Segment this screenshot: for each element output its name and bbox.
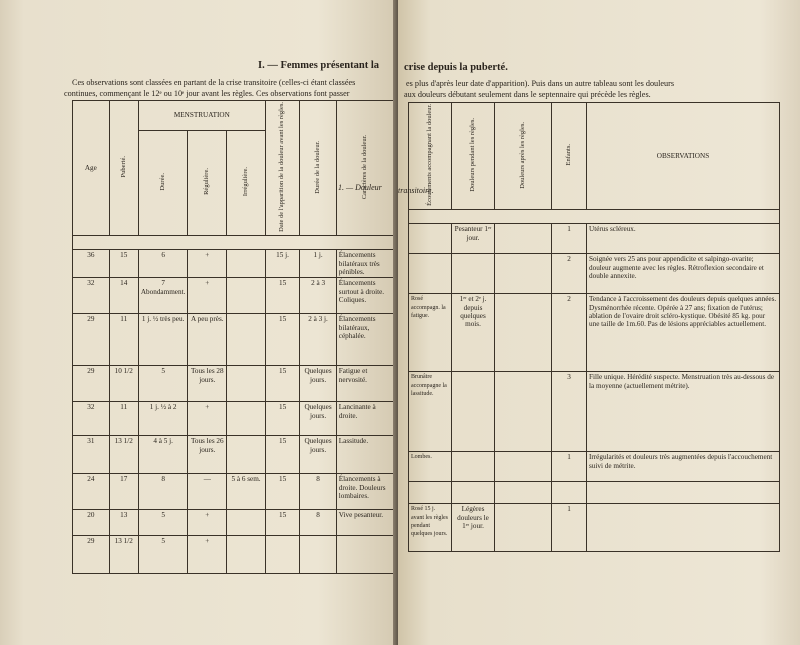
cell-regul: + xyxy=(188,510,227,536)
cell-pendant: 1ᵉʳ et 2ᵉ j. depuis quelques mois. xyxy=(452,294,495,372)
cell-enfants: 1 xyxy=(552,504,587,552)
cell-duree: 1 j. ½ très peu. xyxy=(138,314,188,366)
page-title: I. — Femmes présentant la xyxy=(258,60,380,71)
cell-obs: Tendance à l'accroissement des douleurs depuis quelques années. Dysménorrhée récente. Opérée à 27 ans; fixation de l'utérus; ablation de l'ovaire droit scléro-kystique. Obésité 85 kg. pour une taille de 1m.60. Pas de lésions appréciables actuellement. xyxy=(587,294,780,372)
header-pendant: Douleurs pendant les règles. xyxy=(452,103,495,210)
cell-ecoul: Rosé accompagn. la fatigue. xyxy=(409,294,452,372)
cell-car: Lancinante à droite. xyxy=(336,402,393,436)
cell-date: 15 xyxy=(265,474,299,510)
cell-car: Élancements surtout à droite. Coliques. xyxy=(336,278,393,314)
cell-age: 24 xyxy=(73,474,110,510)
table-row xyxy=(409,372,780,452)
cell-irreg xyxy=(227,314,266,366)
cell-car: Fatigue et nervosité. xyxy=(336,366,393,402)
cell-apres xyxy=(495,254,552,294)
cell-date: 15 xyxy=(265,510,299,536)
cell-irreg xyxy=(227,536,266,574)
left-page xyxy=(0,0,398,645)
header-menstruation: MENSTRUATION xyxy=(138,101,265,131)
cell-regul: Tous les 26 jours. xyxy=(188,436,227,474)
cell-age: 29 xyxy=(73,314,110,366)
cell-duree: 5 xyxy=(138,536,188,574)
cell-obs: Soignée vers 25 ans pour appendicite et salpingo-ovarite; douleur augmente avec les règles. Rétroflexion secondaire et double annexite. xyxy=(587,254,780,294)
cell-regul: + xyxy=(188,278,227,314)
cell-puberte: 13 1/2 xyxy=(109,436,138,474)
header-apres: Douleurs après les règles. xyxy=(495,103,552,210)
cell-enfants: 2 xyxy=(552,254,587,294)
cell-puberte: 15 xyxy=(109,250,138,278)
table-row xyxy=(409,224,780,254)
section-label-right: transitoire. xyxy=(398,186,434,195)
cell-dd: Quelques jours. xyxy=(300,366,336,402)
cell-ecoul: Rosé 15 j. avant les règles pendant quelques jours. xyxy=(409,504,452,552)
header-enfants: Enfants. xyxy=(552,103,587,210)
cell-age: 36 xyxy=(73,250,110,278)
cell-irreg xyxy=(227,250,266,278)
cell-regul: Tous les 28 jours. xyxy=(188,366,227,402)
intro-line-2: continues, commençant le 12ᵉ ou 10ᵉ jour avant les règles. Ces observations font passer xyxy=(64,89,350,98)
table-row xyxy=(73,250,394,278)
cell-puberte: 14 xyxy=(109,278,138,314)
cell-pendant xyxy=(452,452,495,482)
cell-regul: + xyxy=(188,536,227,574)
cell-ecoul: Lombes. xyxy=(409,452,452,482)
header-ecoulements: Écoulements accompagnant la douleur. xyxy=(409,103,452,210)
cell-date: 15 xyxy=(265,314,299,366)
table-row xyxy=(409,482,780,504)
cell-apres xyxy=(495,372,552,452)
cell-obs: Fille unique. Hérédité suspecte. Menstruation très au-dessous de la moyenne (actuellement métrite). xyxy=(587,372,780,452)
cell-irreg xyxy=(227,366,266,402)
cell-ecoul: Brunâtre accompagne la lassitude. xyxy=(409,372,452,452)
cell-irreg xyxy=(227,510,266,536)
cell-apres xyxy=(495,224,552,254)
cell-car xyxy=(336,536,393,574)
cell-apres xyxy=(495,452,552,482)
cell-dd: Quelques jours. xyxy=(300,436,336,474)
cell-duree: 7 Abondamment. xyxy=(138,278,188,314)
cell-puberte: 17 xyxy=(109,474,138,510)
cell-ecoul xyxy=(409,254,452,294)
table-row xyxy=(73,402,394,436)
cell-enfants xyxy=(552,482,587,504)
cell-car: Élancements à droite. Douleurs lombaires. xyxy=(336,474,393,510)
cell-duree: 1 j. ½ à 2 xyxy=(138,402,188,436)
cell-pendant xyxy=(452,482,495,504)
header-age: Age xyxy=(73,101,110,236)
cell-irreg xyxy=(227,402,266,436)
table-row xyxy=(73,436,394,474)
cell-regul: + xyxy=(188,402,227,436)
cell-enfants: 1 xyxy=(552,452,587,482)
cell-pendant: Légères douleurs le 1ᵉʳ jour. xyxy=(452,504,495,552)
cell-regul: — xyxy=(188,474,227,510)
cell-apres xyxy=(495,504,552,552)
cell-apres xyxy=(495,482,552,504)
header-caracteres: Caractères de la douleur. xyxy=(336,101,393,236)
cell-pendant xyxy=(452,254,495,294)
header-irreguliere: Irrégulière. xyxy=(227,130,266,236)
right-page xyxy=(398,0,800,645)
cell-obs xyxy=(587,482,780,504)
section-label: 1. — Douleur xyxy=(338,183,382,192)
cell-car: Lassitude. xyxy=(336,436,393,474)
cell-dd: 2 à 3 j. xyxy=(300,314,336,366)
cell-irreg xyxy=(227,278,266,314)
header-observations: OBSERVATIONS xyxy=(587,103,780,210)
cell-duree: 5 xyxy=(138,366,188,402)
table-row xyxy=(73,278,394,314)
cell-obs: Irrégularités et douleurs très augmentées depuis l'accouchement suivi de métrite. xyxy=(587,452,780,482)
cell-regul: A peu près. xyxy=(188,314,227,366)
cell-age: 29 xyxy=(73,536,110,574)
cell-duree: 6 xyxy=(138,250,188,278)
cell-date: 15 j. xyxy=(265,250,299,278)
intro-line-2-right: aux douleurs débutant seulement dans le septennaire qui précède les règles. xyxy=(404,90,651,99)
cell-ecoul xyxy=(409,482,452,504)
cell-dd: Quelques jours. xyxy=(300,402,336,436)
cell-date: 15 xyxy=(265,366,299,402)
page-title-continued: crise depuis la puberté. xyxy=(404,62,508,73)
cell-dd: 1 j. xyxy=(300,250,336,278)
cell-obs xyxy=(587,504,780,552)
cell-dd xyxy=(300,536,336,574)
table-row xyxy=(409,294,780,372)
table-row xyxy=(73,536,394,574)
cell-dd: 8 xyxy=(300,474,336,510)
cell-regul: + xyxy=(188,250,227,278)
cell-duree: 5 xyxy=(138,510,188,536)
cell-age: 20 xyxy=(73,510,110,536)
cell-pendant: Pesanteur 1ᵉʳ jour. xyxy=(452,224,495,254)
cell-date: 15 xyxy=(265,278,299,314)
cell-puberte: 13 1/2 xyxy=(109,536,138,574)
intro-line-1-right: es plus d'après leur date d'apparition). Puis dans un autre tableau sont les douleurs xyxy=(406,79,675,88)
cell-enfants: 1 xyxy=(552,224,587,254)
header-date: Date de l'apparition de la douleur avant les règles. xyxy=(265,101,299,236)
left-table xyxy=(72,100,394,574)
table-row xyxy=(409,504,780,552)
cell-puberte: 11 xyxy=(109,402,138,436)
cell-puberte: 11 xyxy=(109,314,138,366)
cell-dd: 8 xyxy=(300,510,336,536)
table-row xyxy=(73,314,394,366)
cell-car: Vive pesanteur. xyxy=(336,510,393,536)
right-table xyxy=(408,102,780,552)
table-row xyxy=(409,452,780,482)
cell-age: 29 xyxy=(73,366,110,402)
cell-duree: 8 xyxy=(138,474,188,510)
cell-obs: Utérus scléreux. xyxy=(587,224,780,254)
cell-date xyxy=(265,536,299,574)
cell-ecoul xyxy=(409,224,452,254)
cell-duree: 4 à 5 j. xyxy=(138,436,188,474)
table-row xyxy=(73,510,394,536)
cell-date: 15 xyxy=(265,402,299,436)
cell-enfants: 3 xyxy=(552,372,587,452)
cell-age: 32 xyxy=(73,402,110,436)
cell-pendant xyxy=(452,372,495,452)
cell-date: 15 xyxy=(265,436,299,474)
cell-dd: 2 à 3 xyxy=(300,278,336,314)
header-duree-douleur: Durée de la douleur. xyxy=(300,101,336,236)
cell-age: 32 xyxy=(73,278,110,314)
table-row xyxy=(409,254,780,294)
table-row xyxy=(73,366,394,402)
header-duree: Durée. xyxy=(138,130,188,236)
cell-puberte: 10 1/2 xyxy=(109,366,138,402)
cell-car: Élancements bilatéraux, céphalée. xyxy=(336,314,393,366)
cell-enfants: 2 xyxy=(552,294,587,372)
cell-irreg: 5 à 6 sem. xyxy=(227,474,266,510)
cell-puberte: 13 xyxy=(109,510,138,536)
cell-apres xyxy=(495,294,552,372)
header-reguliere: Régulière. xyxy=(188,130,227,236)
cell-car: Élancements bilatéraux très pénibles. xyxy=(336,250,393,278)
cell-irreg xyxy=(227,436,266,474)
table-row xyxy=(73,474,394,510)
intro-line-1: Ces observations sont classées en partant de la crise transitoire (celles-ci étant classées xyxy=(72,78,356,87)
cell-age: 31 xyxy=(73,436,110,474)
header-puberte: Puberté. xyxy=(109,101,138,236)
